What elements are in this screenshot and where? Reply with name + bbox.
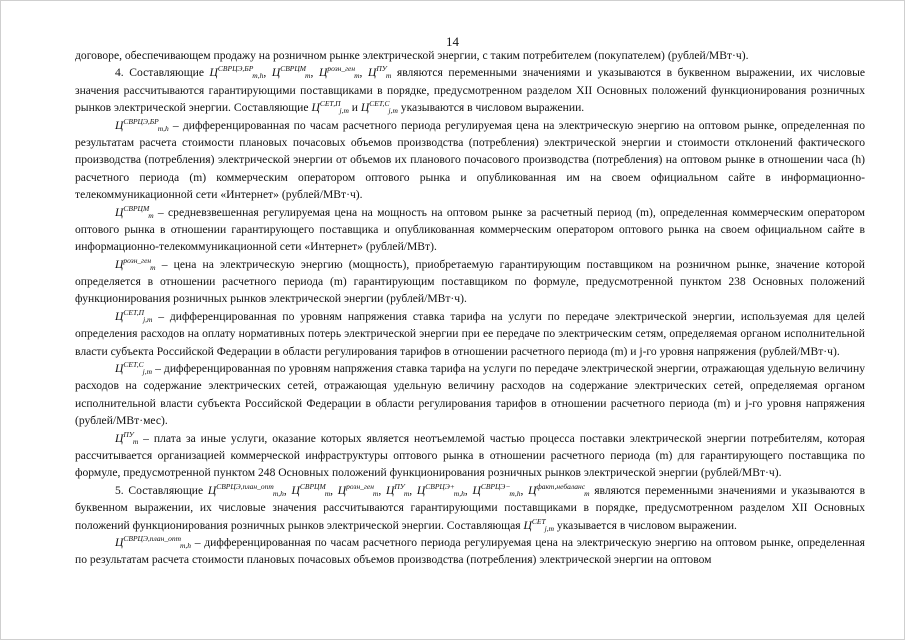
- page-number: 14: [446, 34, 459, 49]
- paragraph-p4: [75, 256, 865, 308]
- symbol-base: Ц: [207, 483, 217, 497]
- text-run: ,: [409, 483, 417, 497]
- paragraph-p9: [75, 534, 865, 569]
- symbol-subscript: m: [132, 436, 139, 446]
- symbol-subscript: j,m: [143, 314, 153, 324]
- symbol-base: Ц: [115, 431, 124, 445]
- symbol-superscript: СВРЦЭ,БР: [123, 116, 159, 126]
- text-run: ,: [283, 483, 292, 497]
- paragraph-p1: [75, 64, 865, 116]
- symbol-subscript: m,h: [453, 488, 465, 498]
- symbol-superscript: факт,небаланс: [536, 481, 586, 491]
- formula-symbol: [115, 116, 169, 133]
- text-run: ,: [464, 483, 473, 497]
- symbol-subscript: m: [354, 71, 360, 81]
- symbol-superscript: СВРЦМ: [280, 64, 307, 74]
- formula-symbol: [528, 481, 590, 498]
- symbol-base: Ц: [115, 362, 124, 376]
- text-run: ,: [330, 483, 338, 497]
- symbol-base: Ц: [291, 483, 300, 497]
- symbol-base: Ц: [115, 309, 124, 323]
- symbol-subscript: m: [403, 488, 410, 498]
- symbol-subscript: m,h: [180, 540, 192, 550]
- formula-symbol: [523, 516, 555, 533]
- text-run: – цена на электрическую энергию (мощность), приобретаемую гарантирующим поставщиком на розничном рынке, значение которой определяется в отношении расчетного периода (m) гарантирующим поставщиком по формуле, предусмотренной пунктом 238 Основных положений функционирования розничных рынков электрической энергии (рублей/МВт·ч).: [75, 257, 865, 306]
- text-run: ,: [310, 66, 319, 80]
- formula-symbol: [210, 66, 264, 79]
- symbol-base: Ц: [523, 518, 532, 532]
- symbol-subscript: m,h: [272, 488, 284, 498]
- text-run: – дифференцированная по часам расчетного периода регулируемая цена на электрическую энергию на оптовом рынке, определенная по результатам расчета стоимости плановых почасовых объемов производства (потребления) электрической энергии на оптовом: [75, 535, 865, 567]
- formula-symbol: [115, 307, 153, 324]
- text-run: и: [348, 101, 361, 115]
- symbol-subscript: m: [584, 488, 590, 498]
- formula-symbol: [291, 481, 331, 498]
- formula-symbol: [115, 362, 152, 375]
- text-run: 5. Составляющие: [115, 483, 208, 497]
- document-body: [75, 47, 865, 569]
- text-run: указываются в числовом выражении.: [397, 101, 585, 115]
- symbol-subscript: m,h: [509, 488, 521, 498]
- formula-symbol: [115, 203, 154, 220]
- formula-symbol: [472, 481, 521, 498]
- formula-symbol: [319, 66, 360, 79]
- symbol-superscript: СЕТ,П: [319, 99, 341, 109]
- symbol-base: Ц: [311, 101, 320, 115]
- symbol-superscript: СВРЦЭ,БР: [217, 64, 254, 74]
- symbol-superscript: ПУ: [123, 429, 134, 439]
- symbol-base: Ц: [115, 205, 124, 219]
- formula-symbol: [272, 66, 311, 79]
- symbol-base: Ц: [360, 101, 370, 115]
- symbol-superscript: СВРЦЭ−: [480, 481, 511, 491]
- symbol-subscript: j,m: [544, 523, 555, 533]
- symbol-base: Ц: [115, 118, 124, 132]
- symbol-superscript: СВРЦЭ,план_опт: [216, 481, 274, 491]
- symbol-superscript: СЕТ: [531, 516, 546, 526]
- symbol-base: Ц: [368, 66, 377, 80]
- symbol-superscript: СЕТ,П: [123, 307, 145, 317]
- symbol-base: Ц: [115, 535, 124, 549]
- symbol-superscript: розн_ген: [123, 255, 152, 265]
- paragraph-p3: [75, 204, 865, 256]
- symbol-superscript: СВРЦЭ+: [425, 481, 455, 491]
- text-run: ,: [263, 66, 272, 80]
- symbol-superscript: СЕТ,С: [123, 360, 144, 370]
- symbol-subscript: m: [150, 262, 156, 272]
- symbol-base: Ц: [472, 483, 481, 497]
- text-run: ,: [520, 483, 529, 497]
- formula-symbol: [416, 481, 465, 498]
- symbol-superscript: ПУ: [376, 64, 387, 74]
- text-run: 4. Составляющие: [115, 66, 210, 80]
- text-run: ,: [359, 66, 369, 80]
- formula-symbol: [361, 101, 398, 114]
- text-run: – дифференцированная по часам расчетного периода регулируемая цена на электрическую энергию на оптовом рынке, определенная по результатам расчета стоимости плановых почасовых объемов производства (потребления) электрической энергии и стоимости отклонений фактического производства (потребления) электрической энергии от объемов их планового почасового производства (потребления) на оптовом рынке в отношении часа (h) расчетного периода (m) коммерческим оператором оптового рынка и опубликованная им на своем официальном сайте в информационно-телекоммуникационной сети «Интернет» (рублей/МВт·ч).: [75, 118, 865, 202]
- symbol-subscript: m: [324, 488, 331, 498]
- formula-symbol: [115, 533, 192, 550]
- symbol-superscript: ПУ: [394, 481, 405, 491]
- symbol-base: Ц: [115, 257, 124, 271]
- paragraph-p7: [75, 430, 865, 482]
- text-run: указывается в числовом выражении.: [554, 518, 737, 532]
- text-run: – дифференцированная по уровням напряжения ставка тарифа на услуги по передаче электрической энергии, используемая для целей определения расходов на оплату нормативных потерь электрической энергии при ее передаче по электрическим сетям, определяемая органом исполнительной власти субъекта Российской Федерации в области регулирования тарифов в отношении расчетного периода (m) и j-го уровня напряжения (рублей/МВт·ч).: [75, 309, 865, 358]
- symbol-base: Ц: [318, 66, 328, 80]
- formula-symbol: [311, 101, 348, 114]
- formula-symbol: [337, 481, 379, 498]
- symbol-subscript: m,h: [252, 71, 264, 81]
- paragraph-p0: [75, 47, 865, 64]
- formula-symbol: [207, 481, 284, 498]
- symbol-subscript: m: [148, 210, 154, 220]
- text-run: – плата за иные услуги, оказание которых является неотъемлемой частью процесса поставки электрической энергии потребителям, которая рассчитывается организацией коммерческой инфраструктуры оптового рынка в отношении расчетного периода (m) для гарантирующего поставщика по формуле, предусмотренной пунктом 248 Основных положений функционирования розничных рынков электрической энергии (рублей/МВт·ч).: [75, 431, 865, 480]
- text-run: являются переменными значениями и указываются в буквенном выражении, их числовые значения рассчитываются гарантирующими поставщиками в порядке, предусмотренном разделом XII Основных положений функционирования розничных рынков электрической энергии. Составляющие: [75, 66, 866, 115]
- symbol-superscript: розн_ген: [327, 64, 356, 74]
- symbol-base: Ц: [337, 483, 347, 497]
- formula-symbol: [115, 429, 139, 446]
- formula-symbol: [115, 255, 156, 272]
- symbol-subscript: j,m: [339, 106, 349, 116]
- symbol-subscript: m,h: [157, 123, 169, 133]
- symbol-superscript: СВРЦЭ,план_опт: [123, 533, 181, 543]
- text-run: ,: [378, 483, 386, 497]
- text-run: – дифференцированная по уровням напряжения ставка тарифа на услуги по передаче электрической энергии, отражающая удельную величину расходов на содержание электрических сетей, отражающая удельную величину расходов на содержание электрических сетей, определяемая органом исполнительной власти субъекта Российской Федерации в области регулирования тарифов в отношении расчетного периода (m) и j-го уровня напряжения (рублей/МВт·мес).: [75, 362, 865, 428]
- text-run: договоре, обеспечивающем продажу на розничном рынке электрической энергии, с таким потребителем (покупателем) (рублей/МВт·ч).: [75, 49, 749, 62]
- symbol-base: Ц: [416, 483, 426, 497]
- paragraph-p5: [75, 308, 865, 360]
- symbol-superscript: СВРЦМ: [299, 481, 326, 491]
- symbol-superscript: розн_ген: [346, 481, 374, 491]
- symbol-base: Ц: [271, 66, 281, 80]
- symbol-base: Ц: [528, 483, 537, 497]
- symbol-base: Ц: [385, 483, 395, 497]
- formula-symbol: [368, 66, 391, 79]
- text-run: – средневзвешенная регулируемая цена на мощность на оптовом рынке за расчетный период (m), определенная коммерческим оператором оптового рынка в отношении гарантирующего поставщика и опубликованная коммерческим оператором оптового рынка на своем официальном сайте в информационно-телекоммуникационной сети «Интернет» (рублей/МВт).: [75, 205, 865, 254]
- paragraph-p2: [75, 117, 865, 204]
- formula-symbol: [385, 481, 410, 498]
- symbol-subscript: j,m: [142, 367, 153, 377]
- paragraph-p6: [75, 360, 865, 430]
- symbol-subscript: m: [372, 488, 379, 498]
- symbol-subscript: m: [305, 71, 311, 81]
- symbol-superscript: СВРЦМ: [123, 203, 150, 213]
- paragraph-p8: [75, 482, 865, 534]
- symbol-base: Ц: [209, 66, 218, 80]
- symbol-subscript: j,m: [388, 106, 398, 116]
- text-run: являются переменными значениями и указываются в буквенном выражении, их числовые значения рассчитываются гарантирующими поставщиками в порядке, предусмотренном разделом XII Основных положений функционирования розничных рынков электрической энергии. Составляющая: [75, 483, 866, 532]
- symbol-subscript: m: [385, 71, 392, 81]
- symbol-superscript: СЕТ,С: [369, 99, 390, 109]
